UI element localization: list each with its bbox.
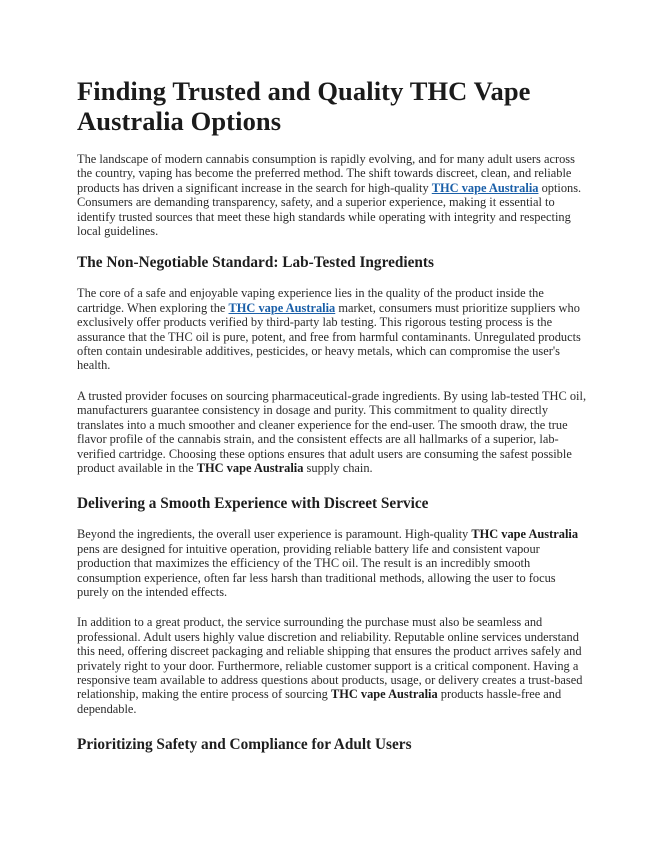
paragraph-text: In addition to a great product, the service surrounding the purchase must also be seamless and professional. Adult users highly value discretion and reliability. Reputable online services understand this need, offering discreet packaging and reliable shipping that ensures the product arrives safely and privately right to your door. Furthermore, reliable customer support is a critical component. Having a responsive team available to address questions about products, usage, or delivery creates a trust-based relationship, making the entire process of sourcing — [77, 615, 583, 702]
intro-text-after-link: options. Consumers are demanding transparency, safety, and a superior experience, making it essential to identify trusted sources that meet these high standards while operating with integrity and respecting local guidelines. — [77, 180, 582, 239]
paragraph-text: The core of a safe and enjoyable vaping experience lies in the quality of the product inside the cartridge. When exploring the — [77, 286, 544, 315]
document-page — [77, 76, 587, 768]
paragraph-text: market, consumers must prioritize suppliers who exclusively offer products verified by third-party lab testing. This rigorous testing process is the assurance that the THC oil is pure, potent, and free from harmful contaminants. Unregulated products often contain undesirable additives, pesticides, or heavy metals, which can compromise the user's health. — [77, 300, 581, 373]
paragraph-text: Beyond the ingredients, the overall user experience is paramount. High-quality — [77, 527, 472, 542]
thc-vape-australia-link[interactable]: THC vape Australia — [228, 300, 336, 315]
smooth-experience-paragraph-2 — [77, 615, 587, 716]
lab-tested-paragraph-2 — [77, 389, 587, 475]
lab-tested-paragraph-1 — [77, 286, 587, 372]
paragraph-text: pens are designed for intuitive operation, providing reliable battery life and consistent vapour production that maximizes the efficiency of the THC oil. The result is an incredibly smooth consumption experience, often far less harsh than traditional methods, allowing the user to focus purely on the intended effects. — [77, 541, 556, 599]
paragraph-text: products hassle-free and dependable. — [77, 687, 562, 716]
paragraph-text: supply chain. — [303, 460, 373, 475]
section-heading-smooth-experience: Delivering a Smooth Experience with Discreet Service — [77, 495, 429, 513]
smooth-experience-paragraph-1 — [77, 527, 587, 599]
bold-keyword: THC vape Australia — [471, 527, 579, 542]
intro-paragraph — [77, 152, 587, 238]
page-title: Finding Trusted and Quality THC Vape Australia Options — [77, 76, 531, 136]
bold-keyword: THC vape Australia — [330, 687, 438, 702]
intro-text-before-link: The landscape of modern cannabis consumption is rapidly evolving, and for many adult users across the country, vaping has become the preferred method. The shift towards discreet, clean, and reliable products has driven a significant increase in the search for high-quality — [77, 152, 575, 195]
paragraph-text: A trusted provider focuses on sourcing pharmaceutical-grade ingredients. By using lab-tested THC oil, manufacturers guarantee consistency in dosage and purity. This commitment to quality directly translates into a much smoother and cleaner experience for the end-user. The smooth draw, the true flavor profile of the cannabis strain, and the consistent effects are all hallmarks of a superior, lab-verified cartridge. Choosing these options ensures that adult users are consuming the safest possible product available in the — [77, 388, 587, 475]
bold-keyword: THC vape Australia — [196, 460, 304, 475]
section-heading-lab-tested: The Non-Negotiable Standard: Lab-Tested Ingredients — [77, 254, 434, 272]
thc-vape-australia-link[interactable]: THC vape Australia — [431, 180, 539, 195]
section-heading-safety-compliance: Prioritizing Safety and Compliance for Adult Users — [77, 736, 412, 754]
